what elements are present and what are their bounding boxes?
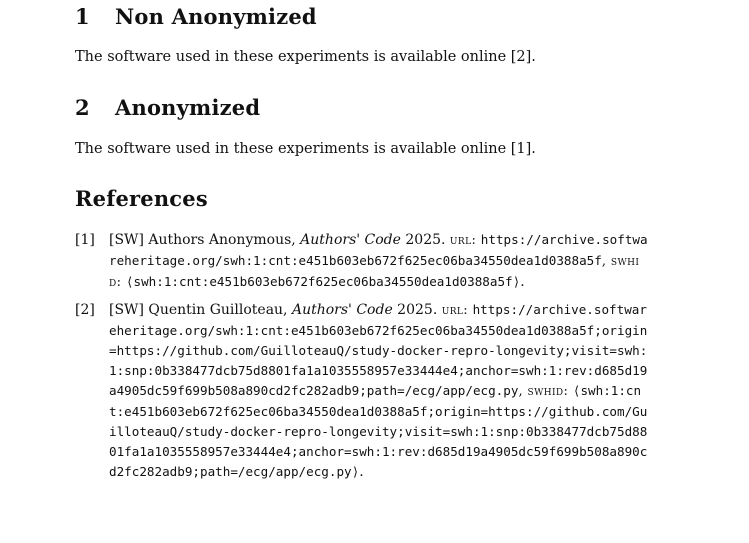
reference-authors: [SW] Quentin Guilloteau,: [109, 302, 292, 318]
reference-url-link[interactable]: https://archive.softwareheritage.org/swh:1:cnt:e451b603eb672f625ec06ba34550dea1d0388a5f: [109, 232, 648, 268]
reference-title: Authors' Code: [300, 232, 401, 248]
url-label: url:: [441, 303, 473, 318]
reference-body: [109, 230, 649, 293]
section-title: Non Anonymized: [115, 4, 317, 29]
swhid-label: , swhid:: [109, 254, 640, 290]
section-paragraph-2: The software used in these experiments is available online [1].: [75, 141, 536, 157]
reference-body: [109, 300, 649, 482]
reference-year: 2025.: [400, 232, 450, 248]
reference-title: Authors' Code: [291, 302, 393, 318]
reference-url-link[interactable]: https://archive.softwareheritage.org/swh:1:cnt:e451b603eb672f625ec06ba34550dea1d0388a5f;origin=https://github.com/GuilloteauQ/study-docker-repro-longevity;visit=swh:1:snp:0b338477dcb75d8801fa1a1035558957e33444e4;anchor=swh:1:rev:d685d19a4905dc59f699b508a890cd2fc282adb9;path=/ecg/app/ecg.py: [109, 302, 648, 398]
section-heading-1: [75, 4, 317, 29]
reference-end: .: [520, 274, 525, 290]
reference-label: [1]: [75, 232, 95, 248]
reference-list: [75, 230, 649, 489]
reference-item: [75, 230, 649, 293]
section-number: 2: [75, 95, 90, 120]
reference-end: .: [359, 464, 364, 480]
reference-year: 2025.: [392, 302, 442, 318]
reference-item: [75, 300, 649, 482]
section-paragraph-1: The software used in these experiments is available online [2].: [75, 49, 536, 65]
section-number: 1: [75, 4, 90, 29]
reference-authors: [SW] Authors Anonymous,: [109, 232, 301, 248]
reference-swhid: ⟨swh:1:cnt:e451b603eb672f625ec06ba34550dea1d0388a5f⟩: [125, 274, 521, 289]
section-title: Anonymized: [115, 95, 261, 120]
url-label: url:: [449, 233, 481, 248]
section-heading-2: [75, 95, 260, 120]
references-heading: References: [75, 186, 208, 211]
reference-label: [2]: [75, 302, 95, 318]
swhid-label: , swhid:: [518, 384, 573, 399]
reference-swhid: ⟨swh:1:cnt:e451b603eb672f625ec06ba34550dea1d0388a5f;origin=https://github.com/GuilloteauQ/study-docker-repro-longevity;visit=swh:1:snp:0b338477dcb75d8801fa1a1035558957e33444e4;anchor=swh:1:rev:d685d19a4905dc59f699b508a890cd2fc282adb9;path=/ecg/app/ecg.py⟩: [109, 383, 648, 479]
